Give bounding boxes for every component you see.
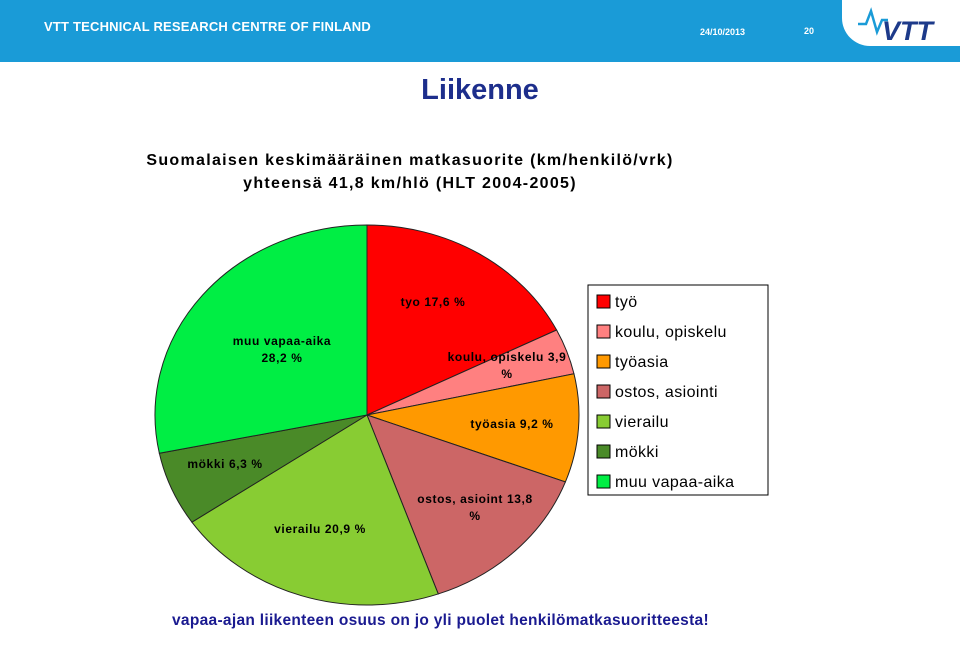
legend-label-4: ostos, asiointi	[615, 384, 718, 401]
slide-page-number: 20	[804, 26, 815, 36]
legend-swatch-4	[597, 385, 610, 398]
chart-subtitle: yhteensä 41,8 km/hlö (HLT 2004-2005)	[243, 175, 577, 192]
slice-label-3: työasia 9,2 %	[470, 417, 554, 431]
logo-text: VTT	[882, 16, 933, 46]
slice-label-7: muu vapaa-aika 28,2 %	[232, 334, 332, 365]
legend-label-6: mökki	[615, 444, 659, 461]
legend-swatch-5	[597, 415, 610, 428]
legend-swatch-7	[597, 475, 610, 488]
org-name: VTT TECHNICAL RESEARCH CENTRE OF FINLAND	[44, 19, 371, 34]
legend-label-1: työ	[615, 294, 638, 311]
legend-swatch-2	[597, 325, 610, 338]
slice-label-1: tyo 17,6 %	[400, 295, 466, 309]
legend-swatch-6	[597, 445, 610, 458]
slide-title: Liikenne	[421, 74, 539, 106]
slide-date: 24/10/2013	[700, 27, 746, 37]
legend-label-7: muu vapaa-aika	[615, 474, 735, 491]
legend-label-2: koulu, opiskelu	[615, 324, 727, 341]
slice-label-4: ostos, asioint 13,8 %	[417, 492, 533, 523]
slice-label-2: koulu, opiskelu 3,9 %	[447, 350, 567, 381]
slice-label-6: mökki 6,3 %	[187, 457, 263, 471]
footer-note: vapaa-ajan liikenteen osuus on jo yli puolet henkilömatkasuoritteesta!	[172, 612, 709, 629]
legend-swatch-3	[597, 355, 610, 368]
chart-title: Suomalaisen keskimääräinen matkasuorite (km/henkilö/vrk)	[146, 152, 674, 169]
legend-swatch-1	[597, 295, 610, 308]
legend-label-5: vierailu	[615, 414, 669, 431]
legend-label-3: työasia	[615, 354, 669, 371]
slice-label-5: vierailu 20,9 %	[274, 522, 366, 536]
